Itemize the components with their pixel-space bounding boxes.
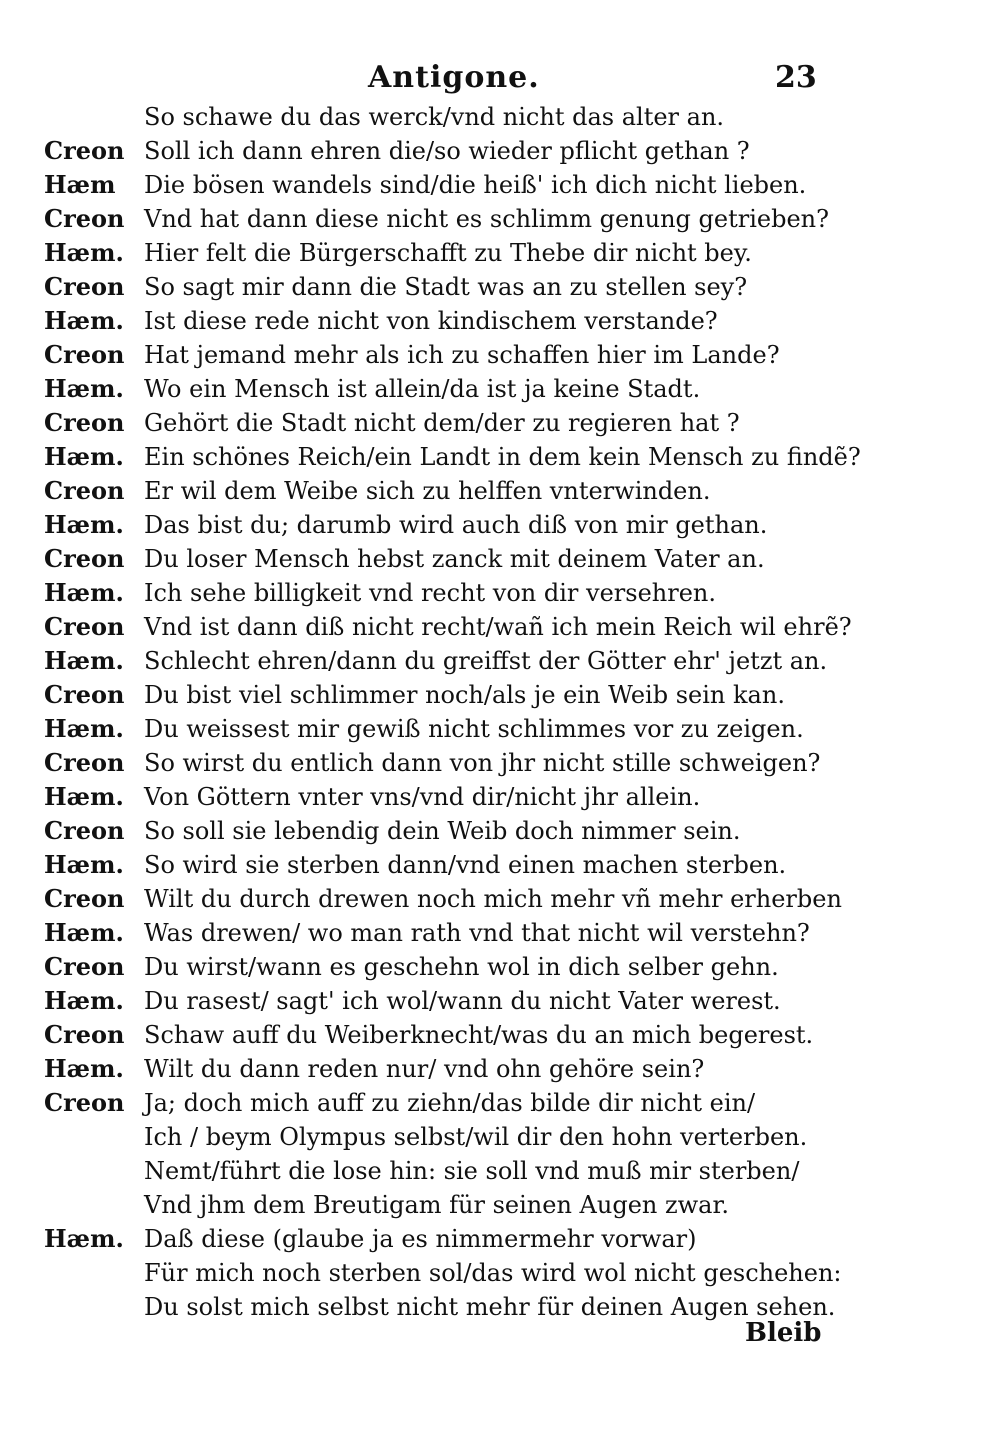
verse-text: Ein schönes Reich/ein Landt in dem kein Mensch zu findẽ? xyxy=(144,443,861,471)
verse-text: Ich / beym Olympus selbst/wil dir den hohn verterben. xyxy=(144,1123,808,1151)
verse-line xyxy=(44,100,844,134)
speaker-label: Hæm. xyxy=(44,578,124,607)
verse-text: Wilt du durch drewen noch mich mehr vñ mehr erherben xyxy=(144,885,842,913)
verse-text: Vnd ist dann diß nicht recht/wañ ich mein Reich wil ehrẽ? xyxy=(144,613,852,641)
verse-line xyxy=(44,372,844,406)
verse-text: Du solst mich selbst nicht mehr für deinen Augen sehen. xyxy=(144,1293,836,1321)
verse-text: So soll sie lebendig dein Weib doch nimmer sein. xyxy=(144,817,741,845)
verse-line xyxy=(44,542,844,576)
verse-line xyxy=(44,1154,844,1188)
speaker-label: Creon xyxy=(44,884,125,913)
verse-line xyxy=(44,338,844,372)
verse-text: Vnd hat dann diese nicht es schlimm genung getrieben? xyxy=(144,205,829,233)
verse-text: Die bösen wandels sind/die heiß' ich dich nicht lieben. xyxy=(144,171,807,199)
verse-text: Soll ich dann ehren die/so wieder pflicht gethan ? xyxy=(144,137,750,165)
speaker-label: Creon xyxy=(44,952,125,981)
speaker-label: Hæm. xyxy=(44,1224,124,1253)
speaker-label: Creon xyxy=(44,1088,125,1117)
verse-line xyxy=(44,984,844,1018)
verse-line xyxy=(44,746,844,780)
verse-line xyxy=(44,678,844,712)
verse-line xyxy=(44,1086,844,1120)
verse-text: Für mich noch sterben sol/das wird wol nicht geschehen: xyxy=(144,1259,842,1287)
speaker-label: Creon xyxy=(44,680,125,709)
speaker-label: Hæm. xyxy=(44,714,124,743)
verse-line xyxy=(44,474,844,508)
verse-line xyxy=(44,916,844,950)
verse-line xyxy=(44,1290,844,1324)
verse-line xyxy=(44,814,844,848)
verse-text: Du weissest mir gewiß nicht schlimmes vor zu zeigen. xyxy=(144,715,804,743)
speaker-label: Hæm. xyxy=(44,646,124,675)
verse-line xyxy=(44,576,844,610)
running-title: Antigone. xyxy=(368,60,540,95)
verse-line xyxy=(44,610,852,644)
verse-line xyxy=(44,950,844,984)
verse-text: Was drewen/ wo man rath vnd that nicht wil verstehn? xyxy=(144,919,810,947)
speaker-label: Hæm. xyxy=(44,918,124,947)
verse-line xyxy=(44,406,844,440)
verse-line xyxy=(44,644,844,678)
speaker-label: Creon xyxy=(44,612,125,641)
verse-text: Du wirst/wann es geschehn wol in dich selber gehn. xyxy=(144,953,779,981)
speaker-label: Creon xyxy=(44,272,125,301)
verse-line xyxy=(44,1120,844,1154)
verse-line xyxy=(44,168,844,202)
verse-dialogue xyxy=(44,100,861,1324)
verse-line xyxy=(44,1052,844,1086)
speaker-label: Hæm. xyxy=(44,510,124,539)
verse-text: Hat jemand mehr als ich zu schaffen hier im Lande? xyxy=(144,341,780,369)
verse-text: Du loser Mensch hebst zanck mit deinem Vater an. xyxy=(144,545,765,573)
verse-line xyxy=(44,236,844,270)
verse-text: So wirst du entlich dann von jhr nicht stille schweigen? xyxy=(144,749,821,777)
verse-text: Daß diese (glaube ja es nimmermehr vorwar) xyxy=(144,1225,697,1253)
speaker-label: Hæm. xyxy=(44,986,124,1015)
verse-text: Vnd jhm dem Breutigam für seinen Augen zwar. xyxy=(144,1191,729,1219)
speaker-label: Creon xyxy=(44,408,125,437)
verse-text: Ja; doch mich auff zu ziehn/das bilde dir nicht ein/ xyxy=(144,1089,756,1117)
verse-text: So sagt mir dann die Stadt was an zu stellen sey? xyxy=(144,273,748,301)
verse-line xyxy=(44,1256,844,1290)
verse-line xyxy=(44,440,861,474)
verse-line xyxy=(44,508,844,542)
verse-text: Wo ein Mensch ist allein/da ist ja keine Stadt. xyxy=(144,375,701,403)
verse-line xyxy=(44,1222,844,1256)
speaker-label: Hæm. xyxy=(44,850,124,879)
verse-text: So schawe du das werck/vnd nicht das alter an. xyxy=(144,103,725,131)
speaker-label: Creon xyxy=(44,1020,125,1049)
verse-text: Gehört die Stadt nicht dem/der zu regieren hat ? xyxy=(144,409,740,437)
verse-line xyxy=(44,882,844,916)
verse-text: So wird sie sterben dann/vnd einen machen sterben. xyxy=(144,851,787,879)
verse-line xyxy=(44,304,844,338)
speaker-label: Creon xyxy=(44,476,125,505)
speaker-label: Creon xyxy=(44,748,125,777)
verse-text: Schlecht ehren/dann du greiffst der Götter ehr' jetzt an. xyxy=(144,647,828,675)
speaker-label: Creon xyxy=(44,816,125,845)
verse-text: Hier felt die Bürgerschafft zu Thebe dir nicht bey. xyxy=(144,239,752,267)
verse-text: Du bist viel schlimmer noch/als je ein Weib sein kan. xyxy=(144,681,785,709)
verse-text: Das bist du; darumb wird auch diß von mir gethan. xyxy=(144,511,768,539)
verse-line xyxy=(44,202,844,236)
verse-line xyxy=(44,780,844,814)
verse-text: Wilt du dann reden nur/ vnd ohn gehöre sein? xyxy=(144,1055,705,1083)
catchword: Bleib xyxy=(745,1318,822,1348)
verse-line xyxy=(44,712,844,746)
speaker-label: Hæm. xyxy=(44,306,124,335)
speaker-label: Hæm. xyxy=(44,782,124,811)
verse-line xyxy=(44,1018,844,1052)
speaker-label: Hæm. xyxy=(44,1054,124,1083)
verse-line xyxy=(44,1188,844,1222)
speaker-label: Creon xyxy=(44,204,125,233)
verse-line xyxy=(44,134,844,168)
speaker-label: Hæm. xyxy=(44,442,124,471)
speaker-label: Hæm. xyxy=(44,374,124,403)
verse-line xyxy=(44,848,844,882)
verse-text: Nemt/führt die lose hin: sie soll vnd muß mir sterben/ xyxy=(144,1157,800,1185)
verse-text: Von Göttern vnter vns/vnd dir/nicht jhr allein. xyxy=(144,783,701,811)
page-number: 23 xyxy=(775,60,817,95)
verse-text: Ist diese rede nicht von kindischem verstande? xyxy=(144,307,718,335)
verse-text: Ich sehe billigkeit vnd recht von dir versehren. xyxy=(144,579,717,607)
verse-text: Schaw auff du Weiberknecht/was du an mich begerest. xyxy=(144,1021,814,1049)
verse-line xyxy=(44,270,844,304)
speaker-label: Creon xyxy=(44,136,125,165)
speaker-label: Creon xyxy=(44,340,125,369)
speaker-label: Creon xyxy=(44,544,125,573)
verse-text: Du rasest/ sagt' ich wol/wann du nicht Vater werest. xyxy=(144,987,781,1015)
speaker-label: Hæm xyxy=(44,170,116,199)
speaker-label: Hæm. xyxy=(44,238,124,267)
verse-text: Er wil dem Weibe sich zu helffen vnterwinden. xyxy=(144,477,711,505)
